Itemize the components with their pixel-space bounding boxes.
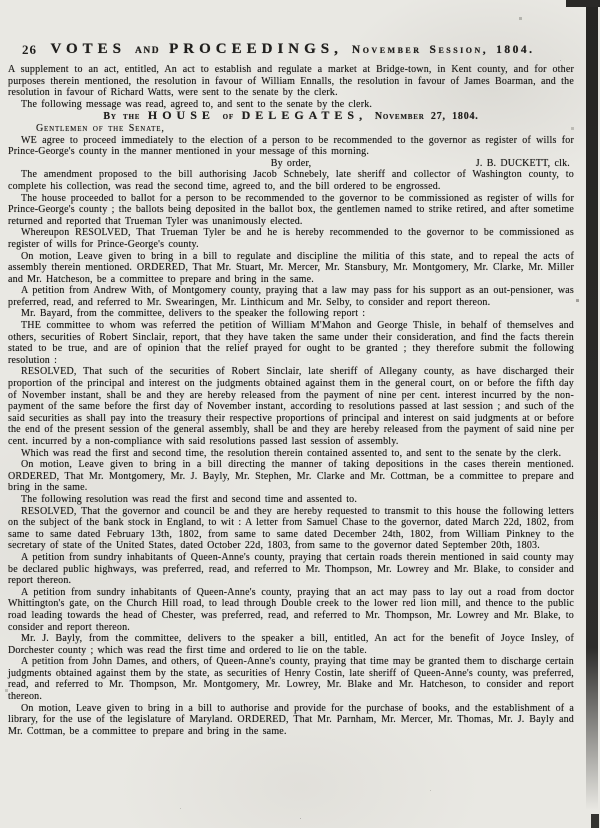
page-number: 26 [22,42,37,57]
paragraph: WE agree to proceed immediately to the election of a person to be recommended to the governor as register of wills for Prince-George's county in the manner mentioned in your message of this morning. [8,134,574,158]
paragraph: Whereupon RESOLVED, That Trueman Tyler be and he is hereby recommended to the governor to be commissioned as register of wills for Prince-George's county. [8,227,574,250]
text-segment: HOUSE [147,108,215,123]
title-segment: 1804. [496,44,535,56]
text-segment: of [222,111,234,123]
paragraph: The following resolution was read the first and second time and assented to. [21,493,358,505]
paragraph: A petition from John Dames, and others, of Queen-Anne's county, praying that time may be granted them to discharge certain judgments obtained against them by the state, as securities of Henry Costin, late sheriff of Queen-Anne's county, was preferred, read, and referred to Mr. Thompson, Mr. Montgomery, Mr. Lowrey, Mr. Blake and Mr. Hatcheson, to consider and report thereon. [8,656,574,703]
text-segment: By the [103,111,141,123]
title-segment: VOTES [50,41,127,57]
scan-corner-mark [566,0,600,7]
paragraph: The house proceeded to ballot for a person to be recommended to the governor to be commissioned as register of wills for Prince-George's county ; the ballots being deposited in the ballot box, the gentlemen named to strike retired, and after sometime returned and reported that Trueman Tyler was unanimously elected. [8,192,574,227]
title-segment: PROCEEDINGS, [169,41,343,57]
paragraph: Mr. Bayard, from the committee, delivers to the speaker the following report : [21,308,366,320]
text-segment: November 27, 1804. [374,111,479,123]
paragraph [8,110,574,123]
paragraph: A petition from Andrew With, of Montgomery county, praying that a law may pass for his support as an out-pensioner, was preferred, read, and referred to Mr. Swearingen, Mr. Linthicum and Mr. Selby, to consider and report thereon. [8,285,574,308]
byline-right: J. B. DUCKETT, clk. [475,157,570,169]
paragraph: RESOLVED, That the governor and council be and they are hereby requested to transmit to this house the following letters on the subject of the bank stock in England, to wit : A letter from Samuel Chase to the governor, dated March 22d, 1802, from same to same dated February 13th, 1802, from same to same dated December 24th, 1802, from William Pinkney to the secretary of state of the United States, dated October 22d, 1803, from same to the governor dated September 20th, 1803. [8,505,574,552]
paragraph: THE committee to whom was referred the petition of William M'Mahon and George Thisle, in behalf of themselves and others, securities of Robert Sinclair, report, that they have taken the same under their consideration, and find the facts therein stated to be true, and are of opinion that the relief prayed for ought to be granted ; they therefore submit the following resolution : [8,320,574,366]
title-segment: Session, [429,44,489,56]
paragraph: A petition from sundry inhabitants of Queen-Anne's county, praying that an act may pass to lay out a road from doctor Whittington's gate, on the Church Hill road, to lead through Double creek to the lower red lion mill, and thence to the public road leading towards the head of Chester, was preferred, read, and referred to Mr. Thompson, Mr. Lowrey and Mr. Blake, to consider and report thereon. [8,586,574,633]
paragraph: A supplement to an act, entitled, An act to establish and regulate a market at Bridge-town, in Kent county, and for other purposes therein mentioned, the resolution in favour of William Ennalls, the resolution in favour of James Boarman, and the resolution in favour of Richard Watts, were sent to the senate by the clerk. [8,64,574,99]
scan-noise-specks [0,0,1,1]
title-segment: November [351,44,422,56]
paragraph: On motion, Leave given to bring in a bill directing the manner of taking depositions in the cases therein mentioned. ORDERED, That Mr. Montgomery, Mr. J. Bayly, Mr. Stephen, Mr. Clarke and Mr. Cottman, be a committee to prepare and bring in the same. [8,459,574,494]
byline-center: By order, [270,157,312,169]
paragraph: The amendment proposed to the bill authorising Jacob Schnebely, late sheriff and collector of Washington county, to complete his collection, was read the second time, agreed to, and the bill ordered to be engrossed. [8,169,574,192]
text-segment: DELEGATES, [241,108,368,123]
paragraph: A petition from sundry inhabitants of Queen-Anne's county, praying that certain roads therein mentioned in said county may be declared public highways, was preferred, read, and referred to Mr. Thompson, Mr. Lowrey and Mr. Blake, to consider and report thereon. [8,551,574,587]
paragraph: Which was read the first and second time, the resolution therein contained assented to, and sent to the senate by the clerk. [21,447,562,459]
title-segment: AND [135,46,161,56]
page-body [8,64,574,737]
paragraph: On motion, Leave given to bring in a bill to regulate and discipline the militia of this state, and to repeal the acts of assembly therein mentioned. ORDERED, That Mr. Stuart, Mr. Mercer, Mr. Stansbury, Mr. Montgomery, Mr. Clarke, Mr. Miller and Mr. Hatcheson, be a committee to prepare and bring in the same. [8,250,574,285]
page-header [0,40,584,58]
scan-binding-shadow [586,0,598,810]
scan-corner-mark-bottom [591,814,599,828]
paragraph: Gentlemen of the Senate, [36,122,165,134]
paragraph: On motion, Leave given to bring in a bill to authorise and provide for the purchase of books, and the establishment of a library, for the use of the legislature of Maryland. ORDERED, That Mr. Parnham, Mr. Mercer, Mr. Thomas, Mr. J. Bayly and Mr. Cottman, be a committee to prepare and bring in the same. [8,702,574,737]
paragraph [8,158,574,170]
paragraph: The following message was read, agreed to, and sent to the senate by the clerk. [21,98,373,110]
paragraph: RESOLVED, That such of the securities of Robert Sinclair, late sheriff of Allegany county, as have discharged their proportion of the principal and interest on the judgments obtained against them in the general court, on or before the fifth day of November instant, shall be and they are hereby released from the payment of nine per cent. interest incurred by the non-payment of the same before the first day of November instant, according to resolutions passed at last session ; and such of the said securities as shall pay into the treasury their respective proportions of principal and interest on said judgments at or before the end of the present session of the general assembly, shall be and they are hereby released from the payment of said nine per cent. incurred by a non-compliance with said resolutions passed last session of assembly. [8,366,574,447]
page-title [47,40,536,57]
paragraph: Mr. J. Bayly, from the committee, delivers to the speaker a bill, entitled, An act for the benefit of Joyce Insley, of Dorchester county ; which was read the first time and ordered to lie on the table. [8,633,574,656]
